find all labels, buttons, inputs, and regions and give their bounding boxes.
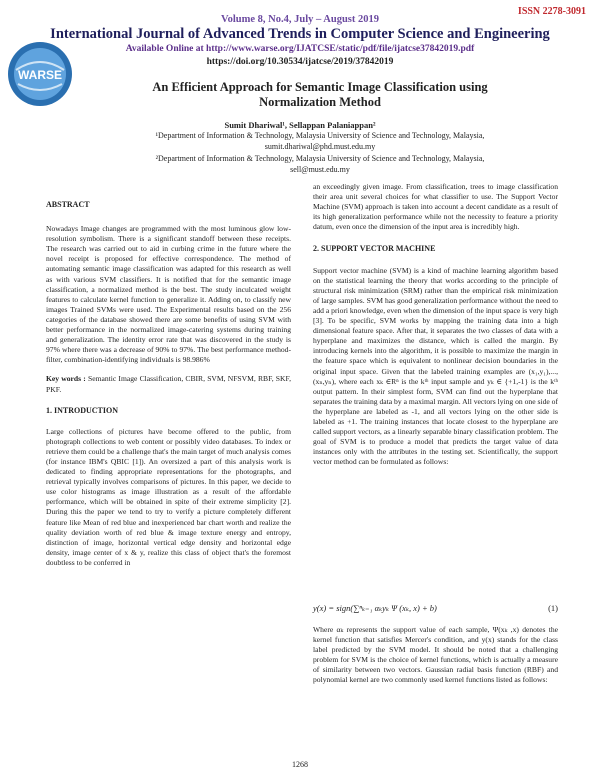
abstract-text: Nowadays Image changes are programmed with the most luminous glow low- resolution symbolism. There is a significant standoff between these receipts. The research was carried out to aid in curbing crime in the future where the novel receipt is proposed for effective correspondence. The method of automating semantic image classification was adapted for this research as well as with various SVM classifiers. It is notified that for the semantic image classification, a normalized method is the best. The study inculcated weight features to calculate kernel function to generalize it. Adding on, to classify new images Trained SVMs were used. The Experimental results based on the 256 categories of the database showed there are some benefits of using SVM with better performance in the normalized image-catering systems during training and generalization. The identity error rate that was discovered in the study is 97% where there was a decrease of 90% to 97%. The best performance method-filter, combination-identifying individuals is 98.986% xyxy=(46,224,291,365)
title-line-2: Normalization Method xyxy=(259,95,381,109)
post-equation-text: Where αₖ represents the support value of each sample, Ψ(xₖ ,x) denotes the kernel function that satisfies Mercer's condition, and y(x) stands for the class label predicted by the SVM model. It should be noted that a challenging problem for SVM is the choice of kernel functions, which is actually a measure of similarity between two vectors. Gaussian radial basis function (RBF) and polynomial kernel are two commonly used kernel functions listed as follows: xyxy=(313,625,558,685)
logo-text: WARSE xyxy=(17,68,63,82)
affiliation-2-email: sell@must.edu.my xyxy=(290,164,350,174)
volume-line: Volume 8, No.4, July – August 2019 xyxy=(220,14,379,25)
issn-label: ISSN 2278-3091 xyxy=(517,6,586,17)
introduction-heading: 1. INTRODUCTION xyxy=(46,405,119,415)
affiliation-2-line-1: ²Department of Information & Technology, Malaysia University of Science and Technology, Malaysia, xyxy=(155,154,485,163)
introduction-text: Large collections of pictures have become offered to the public, from photograph collections to web content or possibly video databases. To index or retrieve them could be a challenge that's the main target of much analysis comes (for instance IBM's QBIC [1]). An oversized a part of this analysis work is dedicated to finding appropriate representations for the photographs, and retrieval typically involves comparisons of pictures. In this paper, we decide to use color histograms as image illustration as a result of the affordable performance, which will be obtained in spite of their extreme simplicity [2]. During this the paper we tend to try to verify a picture completely different feature like Mean of red blue and inexperienced bar chart worth and realize the quality deviation worth of red blue & image texture energy and entropy, distinction of image, horizontal vertical edge density and horizontal edge density, image center of x & y, realize this class of object that's the foremost doubtless to be conferred in xyxy=(46,426,291,567)
affiliation-1 xyxy=(80,131,560,152)
authors: Sumit Dhariwal¹, Sellappan Palaniappan² xyxy=(224,120,376,130)
intro-continued-text: an exceedingly given image. From classification, trees to image classification their area unit several choices for what classifier to use. The Support Vector Machine (SVM) approach is taken into account a decent candidate as a result of its high generalization performance while not the necessity to feature a priority datum, even once the dimension of the input area is incredibly high. xyxy=(313,182,558,232)
right-column xyxy=(313,182,558,467)
online-url[interactable]: Available Online at http://www.warse.org/IJATCSE/static/pdf/file/ijatcse37842019.pdf xyxy=(125,44,475,54)
page-number: 1268 xyxy=(292,760,308,769)
affiliation-1-line-1: ¹Department of Information & Technology, Malaysia University of Science and Technology, Malaysia, xyxy=(155,131,485,140)
equation-number: (1) xyxy=(548,603,558,613)
doi-link[interactable]: https://doi.org/10.30534/ijatcse/2019/37842019 xyxy=(206,57,394,67)
keywords-label: Key words : xyxy=(46,374,86,384)
journal-title: International Journal of Advanced Trends in Computer Science and Engineering xyxy=(50,26,550,42)
keywords xyxy=(46,374,291,394)
equation-formula: y(x) = sign(∑ⁿₖ₌₁ αₖyₖ Ψ (xₖ, x) + b) xyxy=(313,603,437,613)
left-column xyxy=(46,200,291,568)
affiliation-1-email: sumit.dhariwal@phd.must.edu.my xyxy=(264,141,376,151)
affiliation-2 xyxy=(80,154,560,175)
title-line-1: An Efficient Approach for Semantic Image Classification using xyxy=(152,80,488,94)
warse-logo xyxy=(6,40,74,108)
paper-title xyxy=(80,80,560,110)
svm-text: Support vector machine (SVM) is a kind of machine learning algorithm based on the statistical learning the theory that works according to the principle of structural risk minimization (SRM) rather than the empirical risk minimization of large samples. SVM has good generalization performance without the need to add a priori knowledge, even when the dimension of the input space is very high [3]. To be specific, SVM works by mapping the training data into a high dimensional feature space. After that, it separates the two classes of data with a hyperplane and maximizes the distance, which is called the margin. By introducing kernels into the algorithm, it is possible to maximize the margin in the feature space which is equivalent to nonlinear decision boundaries in the original input space. Given that the labeled training examples are (x₁,y₁),...,(xₙ,yₙ), where each xₖ ∈Rⁿ is the kᵗʰ input sample and yₖ ∈ {+1,-1} is the kᵗʰ output pattern. In their simplest form, SVM can find out the hyperplane that separates the training data by a maximal margin. All vectors lying on one side of the hyperplane are labeled as -1, and all vectors lying on the other side is labeled as +1. The training instances that locate closest to the hyperplane are called support vectors, as a linearly separable binary classification problem. The goal of SVM is to produce a model that predicts the target value of data instances only with the attributes in the testing set. Scientifically, the support vector method can be formulated as follows: xyxy=(313,265,558,467)
keywords-text: Semantic Image Classification, CBIR, SVM, NFSVM, RBF, SKF, PKF. xyxy=(46,374,292,394)
svm-heading: 2. SUPPORT VECTOR MACHINE xyxy=(313,244,436,254)
equation-1 xyxy=(313,603,558,617)
abstract-heading: ABSTRACT xyxy=(46,200,90,209)
